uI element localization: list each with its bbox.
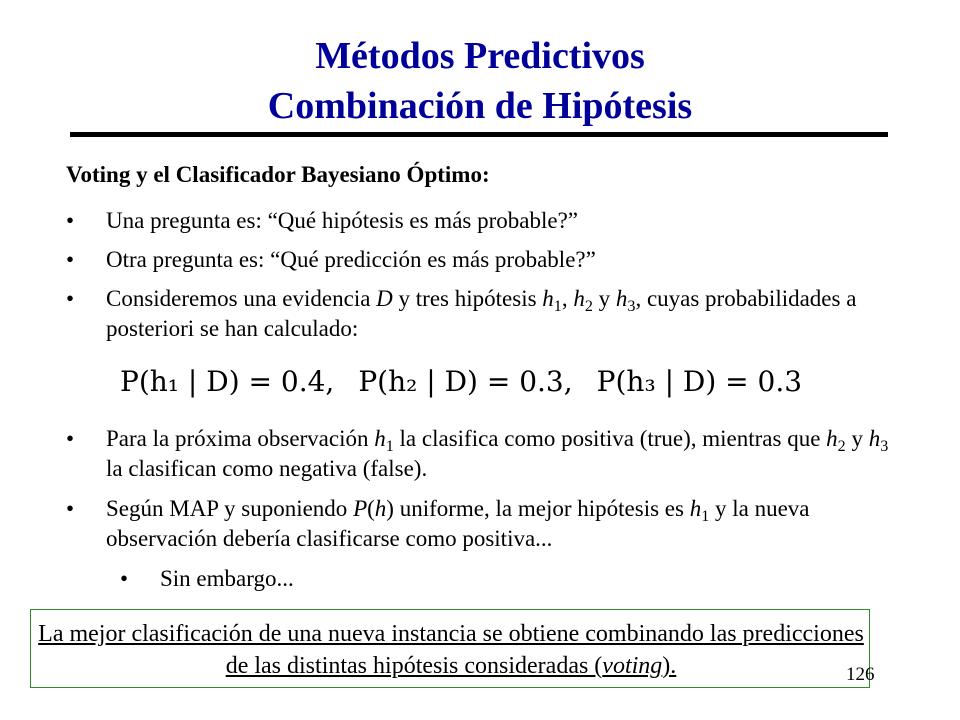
page-number: 126: [846, 664, 875, 685]
bullet-5-text: Según MAP y suponiendo P(h) uniforme, la mejor hipótesis es $h_1$ y la nueva observación debería clasificarse como positiva...: [106, 496, 810, 551]
posterior-formula: [120, 362, 802, 402]
bullet-dot: •: [66, 426, 75, 451]
bullet-dot: •: [66, 247, 75, 272]
bullet-dot: •: [66, 208, 75, 233]
conclusion-text: La mejor clasificación de una nueva instancia se obtiene combinando las predicciones de las distintas hipótesis consideradas (voting).: [38, 621, 864, 679]
formula-h3: P(h₃ | D) = 0.3: [596, 365, 803, 398]
bullet-2-text: Otra pregunta es: “Qué predicción es más probable?”: [106, 247, 596, 272]
formula-h2: P(h₂ | D) = 0.3,: [358, 365, 573, 398]
bullet-4-text: Para la próxima observación $h_1$ la clasifica como positiva (true), mientras que $h_2$ y $h_3$ la clasifican como negativa (false).: [106, 426, 889, 481]
bullet-dot: •: [66, 286, 75, 311]
bullet-1-text: Una pregunta es: “Qué hipótesis es más probable?”: [106, 208, 578, 233]
bullet-3-text: Consideremos una evidencia D y tres hipótesis $h_1$, $h_2$ y $h_3$, cuyas probabilidades a posteriori se han calculado:: [106, 286, 857, 341]
formula-h1: P(h₁ | D) = 0.4,: [120, 365, 335, 398]
title-divider: [70, 132, 888, 137]
conclusion-box: [30, 609, 870, 688]
slide-title-line1: Métodos Predictivos: [315, 35, 645, 77]
slide-title-line2: Combinación de Hipótesis: [267, 85, 693, 127]
section-heading: Voting y el Clasificador Bayesiano Óptimo:: [66, 162, 490, 187]
bullet-dot: •: [66, 496, 75, 521]
sub-bullet-text: Sin embargo...: [160, 566, 294, 591]
bullet-dot: •: [120, 566, 129, 591]
